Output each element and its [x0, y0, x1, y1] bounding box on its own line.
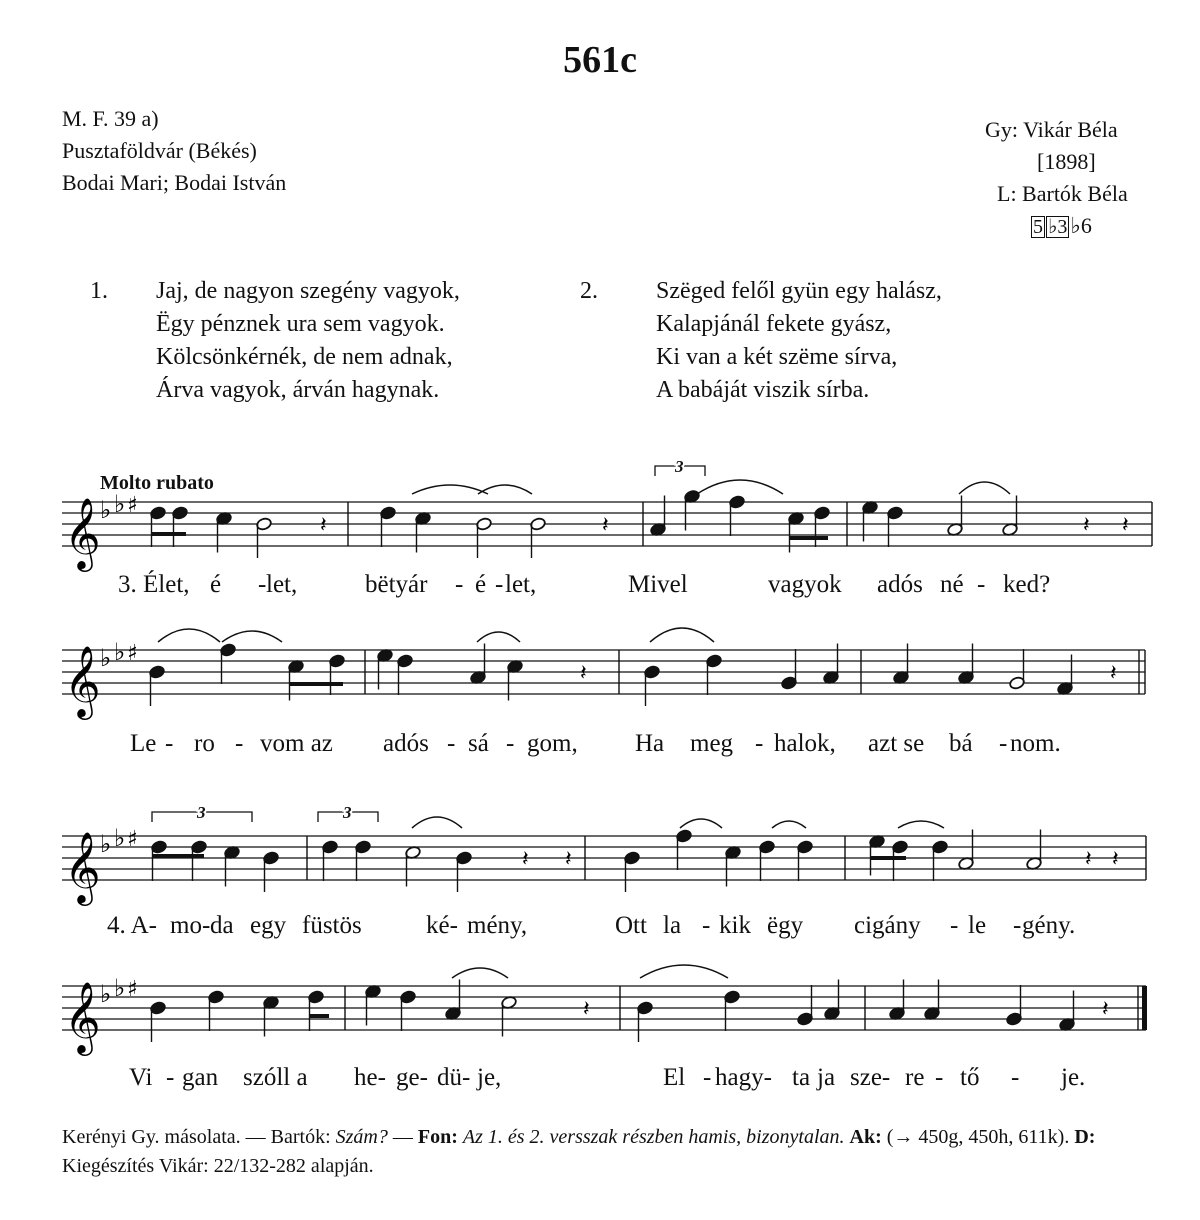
lyric-syllable: - [702, 912, 711, 939]
collector-l: L: Bartók Béla [997, 181, 1128, 206]
lyric-syllable: - [495, 571, 504, 598]
strophe-line: Ki van a két szëme sírva, [656, 344, 898, 370]
footnote-bold: Fon: [417, 1126, 458, 1148]
lyric-syllable: kik [719, 912, 751, 939]
footnote-bold: D: [1074, 1126, 1096, 1148]
strophe-line: A babáját viszik sírba. [656, 377, 870, 403]
slur [158, 629, 220, 642]
footnote-text: (→ 450g, 450h, 611k). [881, 1126, 1075, 1148]
final-barline [1142, 986, 1147, 1030]
lyric-syllable: - [755, 730, 764, 757]
slur [697, 480, 783, 494]
tone-1: 5 [1033, 216, 1043, 238]
lyric-syllable: - [258, 571, 267, 598]
rest-icon: 𝄽 [1102, 997, 1109, 1022]
lyric-syllable: - [455, 571, 464, 598]
slur [680, 819, 722, 828]
flat-icon: ♭ [114, 974, 126, 1002]
lyric-syllable: let, [505, 571, 537, 598]
collector-year: [1898] [1037, 149, 1096, 174]
source-place: Pusztaföldvár (Békés) [62, 138, 257, 163]
lyric-syllable: Vi [129, 1064, 153, 1091]
lyric-syllable: dü- [437, 1064, 471, 1091]
sharp-icon: ♯ [127, 641, 138, 666]
lyric-syllable: Ott [615, 912, 647, 939]
lyric-syllable: la [663, 912, 682, 939]
slur [412, 485, 488, 494]
lyric-syllable: Ha [635, 730, 665, 757]
treble-clef-icon: 𝄞 [64, 980, 101, 1053]
triplet-number: 3 [197, 803, 206, 822]
lyric-syllable: vom az [260, 730, 333, 757]
lyric-syllable: - [935, 1064, 944, 1091]
flat-icon: ♭ [114, 638, 126, 666]
lyric-syllable: - [447, 730, 456, 757]
flat-icon: ♭ [100, 830, 112, 858]
lyric-syllable: ké- [426, 912, 458, 939]
rest-icon: 𝄽 [583, 997, 590, 1022]
lyric-syllable: ge- [396, 1064, 428, 1091]
lyric-syllable: - [1013, 912, 1022, 939]
lyric-syllable: bá [949, 730, 973, 757]
strophe-line: Árva vagyok, árván hagynak. [156, 377, 440, 403]
strophe-line: Kalapjánál fekete gyász, [656, 311, 892, 337]
rest-icon: 𝄽 [580, 661, 587, 686]
slur [640, 965, 728, 978]
triplet-number: 3 [343, 803, 352, 822]
strophe-number: 1. [90, 278, 108, 304]
lyric-syllable: he- [354, 1064, 386, 1091]
footnote-bold: Ak: [849, 1126, 882, 1148]
page-title: 561c [563, 39, 637, 81]
beam [871, 856, 906, 860]
rest-icon: 𝄽 [1122, 513, 1129, 538]
lyric-syllable: né [940, 571, 964, 598]
flat-icon: ♭ [100, 644, 112, 672]
lyric-syllable: - [165, 730, 174, 757]
strophe-number: 2. [580, 278, 598, 304]
lyric-syllable: - [999, 730, 1008, 757]
lyric-syllable: re [905, 1064, 925, 1091]
lyric-syllable: halok, [774, 730, 836, 757]
triplet-number: 3 [675, 457, 684, 476]
lyric-syllable: mény, [467, 912, 528, 939]
footnote [62, 1123, 1152, 1181]
tempo-marking: Molto rubato [100, 472, 214, 494]
sharp-icon: ♯ [127, 977, 138, 1002]
rest-icon: 𝄽 [602, 513, 609, 538]
lyric-syllable: ta [792, 1064, 811, 1091]
lyric-syllable: - [166, 1064, 175, 1091]
footnote-text: Kiegészítés Vikár: 22/132-282 alapján. [62, 1155, 374, 1177]
treble-clef-icon: 𝄞 [64, 830, 101, 903]
strophe-line: Kölcsönkérnék, de nem adnak, [156, 344, 453, 370]
lyric-syllable: je, [477, 1064, 502, 1091]
beam [152, 532, 186, 536]
lyric-syllable: meg [690, 730, 734, 757]
rest-icon: 𝄽 [1112, 847, 1119, 872]
lyric-syllable: nom. [1010, 730, 1061, 757]
flat-icon: ♭ [100, 980, 112, 1008]
lyric-syllable: ro [194, 730, 215, 757]
lyric-syllable: - [506, 730, 515, 757]
lyric-syllable: 4. A- [107, 912, 157, 939]
collector-gy: Gy: Vikár Béla [985, 117, 1118, 142]
lyric-syllable: - [977, 571, 986, 598]
lyric-syllable: 3. Élet, [118, 571, 190, 598]
tone-2: ♭3 [1048, 216, 1068, 238]
lyric-syllable: hagy- [715, 1064, 772, 1091]
lyric-syllable: Mivel [628, 571, 688, 598]
strophe-line: Szëged felől gyün egy halász, [656, 278, 942, 304]
lyric-syllable: szóll a [243, 1064, 308, 1091]
flat-icon: ♭ [114, 824, 126, 852]
sharp-icon: ♯ [127, 493, 138, 518]
lyric-syllable: - [703, 1064, 712, 1091]
treble-clef-icon: 𝄞 [64, 644, 101, 717]
footnote-text: Kerényi Gy. másolata. — Bartók: [62, 1126, 336, 1148]
strophe-line: Ëgy pénznek ura sem vagyok. [156, 311, 445, 337]
slur [898, 821, 944, 828]
lyric-syllable: ëgy [767, 912, 804, 939]
beam [309, 1014, 329, 1018]
rest-icon: 𝄽 [320, 513, 327, 538]
slur [772, 821, 806, 828]
lyric-syllable: vagyok [768, 571, 842, 598]
lyric-syllable: ked? [1003, 571, 1051, 598]
rest-icon: 𝄽 [1085, 847, 1092, 872]
footnote-text: — [387, 1126, 418, 1148]
slur [452, 968, 508, 978]
lyric-syllable: adós [383, 730, 429, 757]
lyric-syllable: gény. [1022, 912, 1076, 939]
slur [412, 817, 462, 828]
lyric-syllable: - [950, 912, 959, 939]
rest-icon: 𝄽 [1083, 513, 1090, 538]
source-catalog: M. F. 39 a) [62, 106, 159, 131]
rest-icon: 𝄽 [522, 847, 529, 872]
lyric-syllable: tő [960, 1064, 980, 1091]
lyric-syllable: El [663, 1064, 686, 1091]
lyric-syllable: egy [250, 912, 287, 939]
treble-clef-icon: 𝄞 [64, 496, 101, 569]
lyric-syllable: Le [130, 730, 157, 757]
slur [477, 632, 520, 642]
lyric-syllable: let, [266, 571, 298, 598]
sharp-icon: ♯ [127, 827, 138, 852]
lyric-syllable: é [210, 571, 222, 598]
lyric-syllable: gom, [527, 730, 578, 757]
slur [959, 482, 1010, 494]
lyric-syllable: je. [1061, 1064, 1086, 1091]
beam [152, 854, 204, 858]
strophe-line: Jaj, de nagyon szegény vagyok, [156, 278, 460, 304]
lyric-syllable: bëtyár [365, 571, 428, 598]
lyric-syllable: é [475, 571, 487, 598]
lyric-syllable: sá [468, 730, 489, 757]
tone-3: ♭6 [1070, 213, 1092, 238]
lyric-syllable: sze- [850, 1064, 891, 1091]
lyric-syllable: gan [182, 1064, 219, 1091]
lyric-syllable: adós [877, 571, 923, 598]
source-singers: Bodai Mari; Bodai István [62, 170, 287, 195]
lyric-syllable: mo- [170, 912, 211, 939]
beam [289, 682, 343, 686]
footnote-italic: Szám? [335, 1126, 388, 1148]
lyric-syllable: azt se [868, 730, 925, 757]
lyric-syllable: füstös [302, 912, 362, 939]
rest-icon: 𝄽 [565, 847, 572, 872]
rest-icon: 𝄽 [1110, 661, 1117, 686]
lyric-syllable: cigány [854, 912, 921, 939]
lyric-syllable: le [968, 912, 987, 939]
lyric-syllable: ja [817, 1064, 836, 1091]
flat-icon: ♭ [114, 490, 126, 518]
lyric-syllable: - [1011, 1064, 1020, 1091]
slur [222, 631, 282, 642]
footnote-italic: Az 1. és 2. versszak részben hamis, bizonytalan. [462, 1126, 845, 1148]
lyric-syllable: - [235, 730, 244, 757]
beam [790, 536, 828, 540]
lyric-syllable: da [210, 912, 234, 939]
flat-icon: ♭ [100, 496, 112, 524]
slur [650, 628, 714, 642]
